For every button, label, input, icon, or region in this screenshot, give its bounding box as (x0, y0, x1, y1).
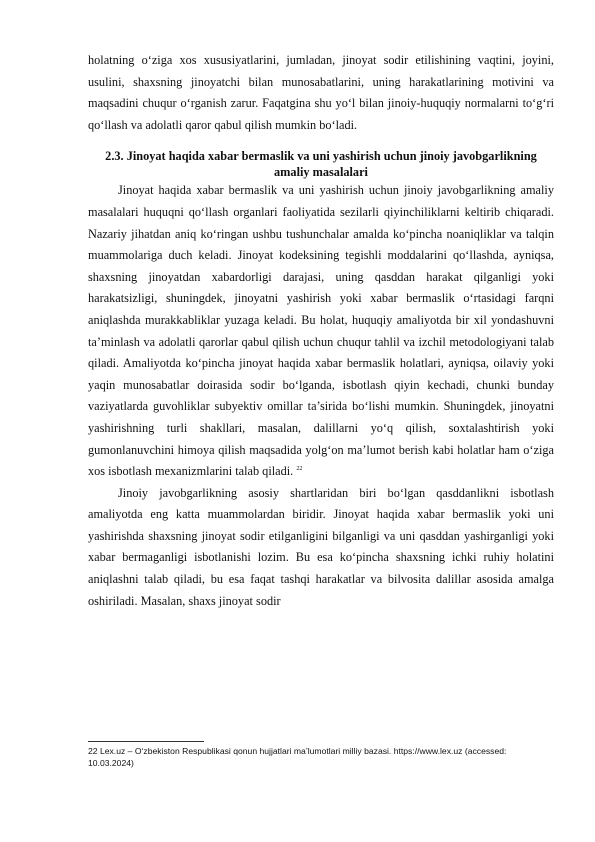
paragraph-intent-proof: Jinoiy javobgarlikning asosiy shartlaridan biri bo‘lgan qasddanlikni isbotlash amaliyotda eng katta muammolardan biridir. Jinoyat haqida xabar bermaslik yoki uni yashirishda shaxsning jinoyat sodir etilganligini bilganligi va uni qasddan yashirganligi yoki xabar bermaganligi isbotlanishi lozim. Bu esa ko‘pincha shaxsning ichki ruhiy holatini aniqlashni talab qiladi, bu esa faqat tashqi harakatlar va bilvosita dalillar asosida amalga oshiriladi. Masalan, shaxs jinoyat sodir (88, 485, 554, 608)
document-body (88, 50, 554, 612)
section-heading: 2.3. Jinoyat haqida xabar bermaslik va uni yashirish uchun jinoiy javobgarlikning amaliy masalalari (105, 149, 537, 180)
paragraph-intro: holatning o‘ziga xos xususiyatlarini, jumladan, jinoyat sodir etilishining vaqtini, joyini, usulini, shaxsning jinoyatchi bilan munosabatlarini, uning harakatlarining motivini va maqsadini chuqur o‘rganish zarur. Faqatgina shu yo‘l bilan jinoiy-huquqiy normalarni to‘g‘ri qo‘llash va adolatli qaror qabul qilish mumkin bo‘ladi. (88, 53, 554, 132)
paragraph-practical-issues (88, 180, 554, 482)
paragraph-practical-issues-text: Jinoyat haqida xabar bermaslik va uni yashirish uchun jinoiy javobgarlikning amaliy masalalari huquqni qo‘llash organlari faoliyatida sezilarli qiyinchiliklarni keltirib chiqaradi. Nazariy jihatdan aniq ko‘ringan ushbu tushunchalar amalda ko‘pincha noaniqliklar va talqin muammolariga duch keladi. Jinoyat kodeksining tegishli moddalarini qo‘llashda, ayniqsa, shaxsning jinoyatdan xabardorligi darajasi, uning qasddan harakat qilganligi yoki harakatsizligi, shuningdek, jinoyatni yashirish yoki xabar bermaslik o‘rtasidagi farqni aniqlashda murakkabliklar yuzaga keladi. Bu holat, huquqiy amaliyotda bir xil yondashuvni ta’minlash va adolatli qarorlar qabul qilish uchun chuqur tahlil va izchil metodologiyani talab qiladi. Amaliyotda ko‘pincha jinoyat haqida xabar bermaslik holatlari, ayniqsa, oilaviy yoki yaqin munosabatlar doirasida sodir bo‘lganda, isbotlash qiyin kechadi, chunki bunday vaziyatlarda guvohliklar subyektiv omillar ta’sirida bo‘lishi mumkin. Shuningdek, jinoyatni yashirishning turli shakllari, masalan, dalillarni yo‘q qilish, soxtalashtirish yoki gumonlanuvchini himoya qilish maqsadida yolg‘on ma’lumot berish kabi holatlar ham o‘ziga xos isbotlash mexanizmlarini talab qiladi. (88, 183, 554, 479)
footnote-divider (88, 741, 204, 742)
footnote-reference[interactable]: 22 (296, 466, 303, 472)
footnote: 22 Lex.uz – O‘zbekiston Respublikasi qonun hujjatlari ma’lumotlari milliy bazasi. https://www.lex.uz (accessed: 10.03.2024) (88, 746, 507, 768)
